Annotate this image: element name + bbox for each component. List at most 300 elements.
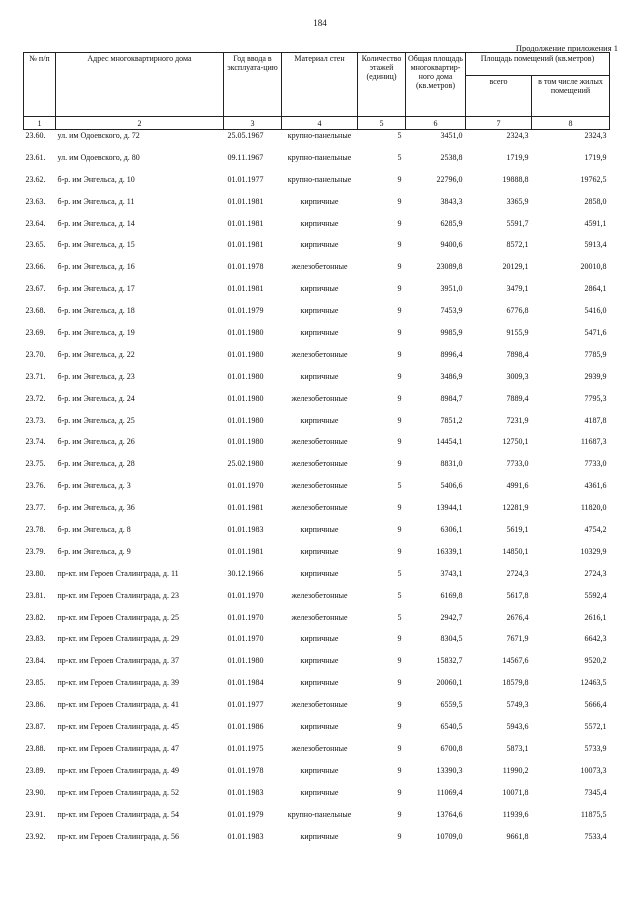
wall-material-cell: кирпичные — [300, 722, 339, 732]
address-cell: б-р. им Энгельса, д. 28 — [57, 459, 135, 469]
floors-cell: 9 — [397, 262, 402, 272]
row-number: 23.63. — [25, 196, 46, 206]
total-area-cell: 23089,8 — [436, 262, 463, 272]
row-number: 23.64. — [25, 218, 46, 228]
commission-date-cell: 01.01.1970 — [227, 590, 264, 600]
premises-area-cell: 5943,6 — [506, 722, 529, 732]
wall-material-cell: кирпичные — [300, 765, 339, 775]
address-cell: б-р. им Энгельса, д. 25 — [57, 415, 135, 425]
address-cell: б-р. им Энгельса, д. 16 — [57, 262, 135, 272]
wall-material-cell: железобетонные — [291, 743, 348, 753]
floors-cell: 5 — [397, 568, 402, 578]
living-area-cell: 5666,4 — [584, 700, 607, 710]
total-area-cell: 6306,1 — [440, 525, 463, 535]
premises-area-cell: 10071,8 — [502, 787, 529, 797]
premises-area-cell: 19888,8 — [502, 174, 529, 184]
living-area-cell: 4754,2 — [584, 525, 607, 535]
row-number: 23.80. — [25, 568, 46, 578]
premises-area-cell: 3009,3 — [506, 371, 529, 381]
premises-area-cell: 3365,9 — [506, 196, 529, 206]
wall-material-cell: железобетонные — [291, 349, 348, 359]
table-row — [24, 634, 610, 656]
commission-date-cell: 01.01.1978 — [227, 262, 264, 272]
living-area-cell: 10073,3 — [580, 765, 607, 775]
premises-area-cell: 12281,9 — [502, 503, 529, 513]
floors-cell: 9 — [397, 656, 402, 666]
row-number: 23.66. — [25, 262, 46, 272]
table-row — [24, 744, 610, 766]
commission-date-cell: 01.01.1981 — [227, 218, 264, 228]
floors-cell: 9 — [397, 371, 402, 381]
address-cell: б-р. им Энгельса, д. 24 — [57, 393, 135, 403]
commission-date-cell: 01.01.1980 — [227, 393, 264, 403]
commission-date-cell: 01.01.1980 — [227, 656, 264, 666]
floors-cell: 9 — [397, 174, 402, 184]
floors-cell: 9 — [397, 393, 402, 403]
wall-material-cell: кирпичные — [300, 525, 339, 535]
row-number: 23.72. — [25, 393, 46, 403]
total-area-cell: 10709,0 — [436, 831, 463, 841]
living-area-cell: 4187,8 — [584, 415, 607, 425]
commission-date-cell: 01.01.1970 — [227, 634, 264, 644]
wall-material-cell: кирпичные — [300, 831, 339, 841]
page-number: 184 — [313, 18, 327, 28]
floors-cell: 9 — [397, 765, 402, 775]
commission-date-cell: 01.01.1970 — [227, 612, 264, 622]
table-row — [24, 678, 610, 700]
row-number: 23.79. — [25, 546, 46, 556]
table-row — [24, 328, 610, 350]
premises-area-cell: 2724,3 — [506, 568, 529, 578]
premises-area-cell: 9661,8 — [506, 831, 529, 841]
total-area-cell: 8831,0 — [440, 459, 463, 469]
address-cell: б-р. им Энгельса, д. 18 — [57, 306, 135, 316]
header-living: в том числе жилых помещений — [532, 76, 610, 117]
column-number: 2 — [56, 117, 224, 130]
living-area-cell: 6642,3 — [584, 634, 607, 644]
commission-date-cell: 30.12.1966 — [227, 568, 264, 578]
row-number: 23.67. — [25, 284, 46, 294]
commission-date-cell: 01.01.1986 — [227, 722, 264, 732]
commission-date-cell: 01.01.1980 — [227, 349, 264, 359]
floors-cell: 9 — [397, 722, 402, 732]
table-row — [24, 262, 610, 284]
floors-cell: 9 — [397, 459, 402, 469]
total-area-cell: 13764,6 — [436, 809, 463, 819]
premises-area-cell: 7231,9 — [506, 415, 529, 425]
premises-area-cell: 5617,8 — [506, 590, 529, 600]
total-area-cell: 7851,2 — [440, 415, 463, 425]
address-cell: б-р. им Энгельса, д. 14 — [57, 218, 135, 228]
living-area-cell: 11820,0 — [580, 503, 607, 513]
table-row — [24, 175, 610, 197]
premises-area-cell: 7671,9 — [506, 634, 529, 644]
wall-material-cell: крупно-панельные — [287, 809, 352, 819]
wall-material-cell: железобетонные — [291, 612, 348, 622]
commission-date-cell: 01.01.1983 — [227, 525, 264, 535]
address-cell: ул. им Одоевского, д. 80 — [57, 152, 140, 162]
row-number: 23.61. — [25, 152, 46, 162]
header-material: Материал стен — [282, 53, 358, 117]
total-area-cell: 6169,8 — [440, 590, 463, 600]
floors-cell: 9 — [397, 503, 402, 513]
table-row — [24, 591, 610, 613]
table-row — [24, 525, 610, 547]
wall-material-cell: кирпичные — [300, 634, 339, 644]
total-area-cell: 6540,5 — [440, 722, 463, 732]
floors-cell: 9 — [397, 700, 402, 710]
total-area-cell: 11069,4 — [436, 787, 463, 797]
commission-date-cell: 01.01.1979 — [227, 306, 264, 316]
wall-material-cell: крупно-панельные — [287, 131, 352, 140]
table-row — [24, 350, 610, 372]
table-row — [24, 437, 610, 459]
row-number: 23.70. — [25, 349, 46, 359]
living-area-cell: 19762,5 — [580, 174, 607, 184]
row-number: 23.88. — [25, 743, 46, 753]
wall-material-cell: крупно-панельные — [287, 174, 352, 184]
table-row — [24, 656, 610, 678]
floors-cell: 5 — [397, 152, 402, 162]
row-number: 23.83. — [25, 634, 46, 644]
column-number: 1 — [24, 117, 56, 130]
table-body — [24, 130, 610, 854]
living-area-cell: 5592,4 — [584, 590, 607, 600]
wall-material-cell: кирпичные — [300, 196, 339, 206]
premises-area-cell: 2324,3 — [506, 131, 529, 140]
row-number: 23.81. — [25, 590, 46, 600]
living-area-cell: 11687,3 — [580, 437, 607, 447]
floors-cell: 9 — [397, 546, 402, 556]
row-number: 23.73. — [25, 415, 46, 425]
living-area-cell: 2939,9 — [584, 371, 607, 381]
address-cell: б-р. им Энгельса, д. 8 — [57, 525, 131, 535]
living-area-cell: 2324,3 — [584, 131, 607, 140]
row-number: 23.90. — [25, 787, 46, 797]
address-cell: б-р. им Энгельса, д. 15 — [57, 240, 135, 250]
commission-date-cell: 01.01.1981 — [227, 284, 264, 294]
continuation-note: Продолжение приложения 1 — [515, 43, 618, 53]
floors-cell: 9 — [397, 787, 402, 797]
commission-date-cell: 01.01.1980 — [227, 415, 264, 425]
address-cell: пр-кт. им Героев Сталинграда, д. 56 — [57, 831, 179, 841]
premises-area-cell: 5873,1 — [506, 743, 529, 753]
floors-cell: 5 — [397, 612, 402, 622]
wall-material-cell: железобетонные — [291, 262, 348, 272]
commission-date-cell: 01.01.1983 — [227, 787, 264, 797]
living-area-cell: 4591,1 — [584, 218, 607, 228]
row-number: 23.78. — [25, 525, 46, 535]
table-row — [24, 788, 610, 810]
row-number: 23.89. — [25, 765, 46, 775]
table-row — [24, 153, 610, 175]
total-area-cell: 9985,9 — [440, 328, 463, 338]
floors-cell: 9 — [397, 306, 402, 316]
total-area-cell: 8304,5 — [440, 634, 463, 644]
commission-date-cell: 01.01.1981 — [227, 503, 264, 513]
commission-date-cell: 01.01.1980 — [227, 371, 264, 381]
header-all: всего — [466, 76, 532, 117]
table-row — [24, 722, 610, 744]
address-cell: пр-кт. им Героев Сталинграда, д. 49 — [57, 765, 179, 775]
floors-cell: 9 — [397, 240, 402, 250]
table-row — [24, 416, 610, 438]
total-area-cell: 22796,0 — [436, 174, 463, 184]
total-area-cell: 3451,0 — [440, 131, 463, 140]
header-premises-area: Площадь помещений (кв.метров) — [466, 53, 610, 76]
commission-date-cell: 01.01.1975 — [227, 743, 264, 753]
commission-date-cell: 25.02.1980 — [227, 459, 264, 469]
table-row — [24, 284, 610, 306]
wall-material-cell: кирпичные — [300, 328, 339, 338]
premises-area-cell: 2676,4 — [506, 612, 529, 622]
table-row — [24, 219, 610, 241]
wall-material-cell: кирпичные — [300, 787, 339, 797]
wall-material-cell: железобетонные — [291, 590, 348, 600]
row-number: 23.74. — [25, 437, 46, 447]
row-number: 23.65. — [25, 240, 46, 250]
row-number: 23.77. — [25, 503, 46, 513]
living-area-cell: 7733,0 — [584, 459, 607, 469]
wall-material-cell: железобетонные — [291, 437, 348, 447]
living-area-cell: 9520,2 — [584, 656, 607, 666]
premises-area-cell: 6776,8 — [506, 306, 529, 316]
address-cell: пр-кт. им Героев Сталинграда, д. 23 — [57, 590, 179, 600]
housing-table — [23, 52, 610, 853]
premises-area-cell: 5749,3 — [506, 700, 529, 710]
living-area-cell: 12463,5 — [580, 678, 607, 688]
total-area-cell: 9400,6 — [440, 240, 463, 250]
commission-date-cell: 01.01.1981 — [227, 240, 264, 250]
column-number: 6 — [406, 117, 466, 130]
column-number: 3 — [224, 117, 282, 130]
total-area-cell: 15832,7 — [436, 656, 463, 666]
premises-area-cell: 5591,7 — [506, 218, 529, 228]
column-number: 4 — [282, 117, 358, 130]
total-area-cell: 2538,8 — [440, 152, 463, 162]
table-row — [24, 481, 610, 503]
wall-material-cell: кирпичные — [300, 240, 339, 250]
premises-area-cell: 9155,9 — [506, 328, 529, 338]
table-row — [24, 766, 610, 788]
wall-material-cell: железобетонные — [291, 459, 348, 469]
total-area-cell: 20060,1 — [436, 678, 463, 688]
total-area-cell: 7453,9 — [440, 306, 463, 316]
commission-date-cell: 09.11.1967 — [227, 152, 264, 162]
table-row — [24, 372, 610, 394]
living-area-cell: 7345,4 — [584, 787, 607, 797]
column-number: 5 — [358, 117, 406, 130]
living-area-cell: 5733,9 — [584, 743, 607, 753]
commission-date-cell: 01.01.1977 — [227, 174, 264, 184]
row-number: 23.60. — [25, 131, 46, 140]
wall-material-cell: кирпичные — [300, 546, 339, 556]
floors-cell: 9 — [397, 196, 402, 206]
address-cell: пр-кт. им Героев Сталинграда, д. 54 — [57, 809, 179, 819]
table-row — [24, 547, 610, 569]
floors-cell: 5 — [397, 481, 402, 491]
wall-material-cell: кирпичные — [300, 306, 339, 316]
row-number: 23.75. — [25, 459, 46, 469]
premises-area-cell: 1719,9 — [506, 152, 529, 162]
premises-area-cell: 11939,6 — [502, 809, 529, 819]
living-area-cell: 5471,6 — [584, 328, 607, 338]
table-row — [24, 613, 610, 635]
row-number: 23.69. — [25, 328, 46, 338]
header-year: Год ввода в эксплуата-цию — [224, 53, 282, 117]
address-cell: пр-кт. им Героев Сталинграда, д. 52 — [57, 787, 179, 797]
row-number: 23.85. — [25, 678, 46, 688]
wall-material-cell: железобетонные — [291, 700, 348, 710]
commission-date-cell: 01.01.1980 — [227, 437, 264, 447]
total-area-cell: 13390,3 — [436, 765, 463, 775]
row-number: 23.92. — [25, 831, 46, 841]
table-row — [24, 700, 610, 722]
header-total-area: Общая площадь многоквартир-ного дома (кв.метров) — [406, 53, 466, 117]
table-row — [24, 130, 610, 153]
living-area-cell: 11875,5 — [580, 809, 607, 819]
floors-cell: 9 — [397, 809, 402, 819]
table-row — [24, 197, 610, 219]
header-floors: Количество этажей (единиц) — [358, 53, 406, 117]
commission-date-cell: 01.01.1983 — [227, 831, 264, 841]
living-area-cell: 2858,0 — [584, 196, 607, 206]
commission-date-cell: 01.01.1977 — [227, 700, 264, 710]
table-row — [24, 832, 610, 854]
floors-cell: 9 — [397, 831, 402, 841]
commission-date-cell: 01.01.1979 — [227, 809, 264, 819]
table-row — [24, 459, 610, 481]
wall-material-cell: кирпичные — [300, 568, 339, 578]
total-area-cell: 6700,8 — [440, 743, 463, 753]
address-cell: ул. им Одоевского, д. 72 — [57, 131, 140, 140]
premises-area-cell: 18579,8 — [502, 678, 529, 688]
total-area-cell: 3743,1 — [440, 568, 463, 578]
table-row — [24, 503, 610, 525]
row-number: 23.62. — [25, 174, 46, 184]
address-cell: б-р. им Энгельса, д. 10 — [57, 174, 135, 184]
premises-area-cell: 4991,6 — [506, 481, 529, 491]
row-number: 23.71. — [25, 371, 46, 381]
address-cell: б-р. им Энгельса, д. 23 — [57, 371, 135, 381]
column-number: 8 — [532, 117, 610, 130]
premises-area-cell: 7889,4 — [506, 393, 529, 403]
premises-area-cell: 14567,6 — [502, 656, 529, 666]
total-area-cell: 8984,7 — [440, 393, 463, 403]
address-cell: пр-кт. им Героев Сталинграда, д. 25 — [57, 612, 179, 622]
address-cell: б-р. им Энгельса, д. 17 — [57, 284, 135, 294]
address-cell: б-р. им Энгельса, д. 9 — [57, 546, 131, 556]
living-area-cell: 5416,0 — [584, 306, 607, 316]
row-number: 23.68. — [25, 306, 46, 316]
living-area-cell: 2864,1 — [584, 284, 607, 294]
premises-area-cell: 5619,1 — [506, 525, 529, 535]
floors-cell: 9 — [397, 284, 402, 294]
table-row — [24, 810, 610, 832]
floors-cell: 9 — [397, 437, 402, 447]
row-number: 23.82. — [25, 612, 46, 622]
total-area-cell: 2942,7 — [440, 612, 463, 622]
wall-material-cell: кирпичные — [300, 218, 339, 228]
address-cell: пр-кт. им Героев Сталинграда, д. 11 — [57, 568, 179, 578]
header-address: Адрес многоквартирного дома — [56, 53, 224, 117]
header-num: № п/п — [24, 53, 56, 117]
total-area-cell: 14454,1 — [436, 437, 463, 447]
wall-material-cell: железобетонные — [291, 481, 348, 491]
living-area-cell: 10329,9 — [580, 546, 607, 556]
floors-cell: 9 — [397, 415, 402, 425]
table-row — [24, 306, 610, 328]
address-cell: б-р. им Энгельса, д. 3 — [57, 481, 131, 491]
address-cell: пр-кт. им Героев Сталинграда, д. 37 — [57, 656, 179, 666]
living-area-cell: 5572,1 — [584, 722, 607, 732]
premises-area-cell: 12750,1 — [502, 437, 529, 447]
address-cell: б-р. им Энгельса, д. 26 — [57, 437, 135, 447]
address-cell: б-р. им Энгельса, д. 11 — [57, 196, 135, 206]
commission-date-cell: 01.01.1981 — [227, 546, 264, 556]
row-number: 23.84. — [25, 656, 46, 666]
floors-cell: 9 — [397, 678, 402, 688]
living-area-cell: 7795,3 — [584, 393, 607, 403]
total-area-cell: 5406,6 — [440, 481, 463, 491]
commission-date-cell: 01.01.1978 — [227, 765, 264, 775]
living-area-cell: 7533,4 — [584, 831, 607, 841]
floors-cell: 5 — [397, 590, 402, 600]
address-cell: пр-кт. им Героев Сталинграда, д. 41 — [57, 700, 179, 710]
total-area-cell: 3486,9 — [440, 371, 463, 381]
premises-area-cell: 14850,1 — [502, 546, 529, 556]
wall-material-cell: кирпичные — [300, 371, 339, 381]
row-number: 23.76. — [25, 481, 46, 491]
living-area-cell: 7785,9 — [584, 349, 607, 359]
total-area-cell: 3843,3 — [440, 196, 463, 206]
address-cell: пр-кт. им Героев Сталинграда, д. 45 — [57, 722, 179, 732]
row-number: 23.87. — [25, 722, 46, 732]
commission-date-cell: 01.01.1970 — [227, 481, 264, 491]
commission-date-cell: 01.01.1980 — [227, 328, 264, 338]
wall-material-cell: кирпичные — [300, 678, 339, 688]
floors-cell: 9 — [397, 525, 402, 535]
floors-cell: 9 — [397, 634, 402, 644]
address-cell: пр-кт. им Героев Сталинграда, д. 39 — [57, 678, 179, 688]
wall-material-cell: кирпичные — [300, 284, 339, 294]
table-row — [24, 394, 610, 416]
premises-area-cell: 8572,1 — [506, 240, 529, 250]
living-area-cell: 2616,1 — [584, 612, 607, 622]
wall-material-cell: железобетонные — [291, 503, 348, 513]
living-area-cell: 4361,6 — [584, 481, 607, 491]
commission-date-cell: 25.05.1967 — [227, 131, 264, 140]
total-area-cell: 16339,1 — [436, 546, 463, 556]
row-number: 23.91. — [25, 809, 46, 819]
floors-cell: 9 — [397, 743, 402, 753]
address-cell: б-р. им Энгельса, д. 22 — [57, 349, 135, 359]
commission-date-cell: 01.01.1981 — [227, 196, 264, 206]
row-number: 23.86. — [25, 700, 46, 710]
premises-area-cell: 7898,4 — [506, 349, 529, 359]
premises-area-cell: 11990,2 — [502, 765, 529, 775]
living-area-cell: 20010,8 — [580, 262, 607, 272]
living-area-cell: 5913,4 — [584, 240, 607, 250]
address-cell: б-р. им Энгельса, д. 36 — [57, 503, 135, 513]
address-cell: б-р. им Энгельса, д. 19 — [57, 328, 135, 338]
wall-material-cell: кирпичные — [300, 656, 339, 666]
address-cell: пр-кт. им Героев Сталинграда, д. 29 — [57, 634, 179, 644]
floors-cell: 9 — [397, 328, 402, 338]
total-area-cell: 13944,1 — [436, 503, 463, 513]
table-row — [24, 569, 610, 591]
floors-cell: 9 — [397, 349, 402, 359]
